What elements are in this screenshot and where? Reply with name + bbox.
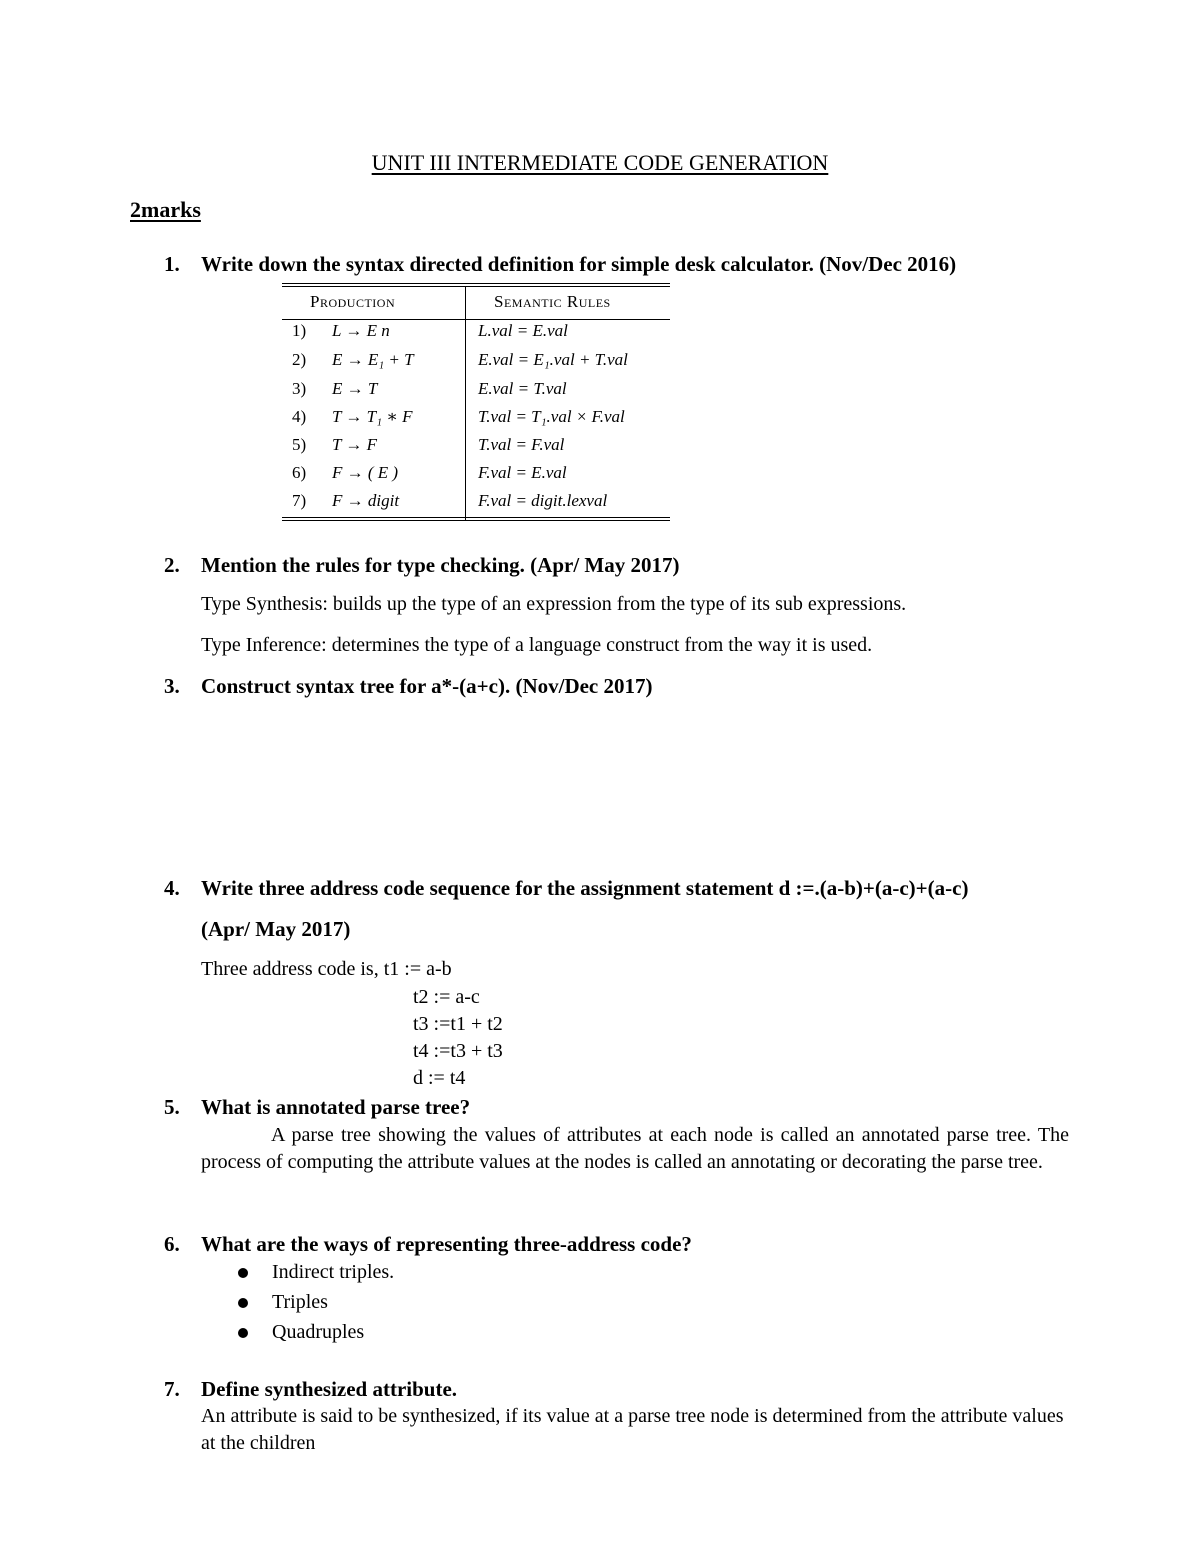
row-production: E → T xyxy=(332,379,378,398)
row-rule: F.val = E.val xyxy=(478,463,567,482)
table-bottom-rule xyxy=(282,517,670,518)
row-rule: E.val = T.val xyxy=(478,379,567,398)
table-header-rule xyxy=(282,319,670,320)
question-number: 1. xyxy=(164,252,180,276)
question-6 xyxy=(0,1232,1200,1260)
row-rule: E.val = E₁.val + T.val xyxy=(478,350,628,369)
row-rule: T.val = F.val xyxy=(478,435,565,454)
bullet-icon xyxy=(238,1298,248,1308)
table-bottom-rule-2 xyxy=(282,520,670,521)
row-production: F → digit xyxy=(332,491,400,510)
sdd-table xyxy=(282,283,670,521)
code-line: t2 := a-c xyxy=(413,986,480,1008)
question-number: 5. xyxy=(164,1095,180,1119)
question-text: Mention the rules for type checking. (Apr/ May 2017) xyxy=(201,553,680,577)
question-1 xyxy=(0,252,1200,280)
question-7 xyxy=(0,1377,1200,1405)
row-number: 1) xyxy=(292,321,307,340)
table-top-rule-2 xyxy=(282,286,670,287)
row-rule: L.val = E.val xyxy=(478,321,568,340)
question-text: What are the ways of representing three-address code? xyxy=(201,1232,692,1256)
answer-text: A parse tree showing the values of attributes at each node is called an annotated parse tree. The process of computing the attribute values at the nodes is called an annotating or decorating the parse tree. xyxy=(201,1124,1069,1173)
question-number: 3. xyxy=(164,674,180,698)
question-4 xyxy=(0,876,1200,904)
table-divider xyxy=(465,287,466,521)
row-production: E → E₁ + T xyxy=(332,350,414,369)
question-2 xyxy=(0,553,1200,581)
header-production: Production xyxy=(310,292,396,311)
row-number: 4) xyxy=(292,407,307,426)
question-3 xyxy=(0,674,1200,702)
question-number: 4. xyxy=(164,876,180,900)
question-5 xyxy=(0,1095,1200,1123)
row-number: 5) xyxy=(292,435,307,454)
row-number: 7) xyxy=(292,491,307,510)
header-semantic-rules: Semantic Rules xyxy=(494,292,611,311)
row-production: L → E n xyxy=(332,321,390,340)
section-heading: 2marks xyxy=(130,197,201,222)
question-number: 7. xyxy=(164,1377,180,1401)
answer-paragraph: An attribute is said to be synthesized, if its value at a parse tree node is determined from the attribute values at the children xyxy=(201,1405,1064,1454)
question-text: Write down the syntax directed definition for simple desk calculator. (Nov/Dec 2016) xyxy=(201,252,957,276)
answer-line: Type Inference: determines the type of a language construct from the way it is used. xyxy=(201,634,873,656)
row-rule: T.val = T₁.val × F.val xyxy=(478,407,625,426)
question-text: What is annotated parse tree? xyxy=(201,1095,471,1119)
question-date: (Apr/ May 2017) xyxy=(201,917,351,941)
question-text: Define synthesized attribute. xyxy=(201,1377,458,1401)
row-number: 6) xyxy=(292,463,307,482)
page-title: UNIT III INTERMEDIATE CODE GENERATION xyxy=(371,150,829,175)
row-production: F → ( E ) xyxy=(332,463,399,482)
answer-paragraph xyxy=(201,1122,1069,1176)
question-text: Write three address code sequence for the assignment statement d :=.(a-b)+(a-c)+(a-c) xyxy=(201,876,969,900)
question-number: 6. xyxy=(164,1232,180,1256)
row-number: 2) xyxy=(292,350,307,369)
bullet-icon xyxy=(238,1328,248,1338)
answer-line: Type Synthesis: builds up the type of an expression from the type of its sub expressions. xyxy=(201,593,907,615)
code-line: t4 :=t3 + t3 xyxy=(413,1040,503,1062)
table-top-rule xyxy=(282,283,670,284)
row-production: T → T₁ ∗ F xyxy=(332,407,413,426)
list-item: Quadruples xyxy=(272,1321,365,1343)
row-number: 3) xyxy=(292,379,307,398)
code-intro: Three address code is, t1 := a-b xyxy=(201,958,452,980)
code-line: t3 :=t1 + t2 xyxy=(413,1013,503,1035)
row-production: T → F xyxy=(332,435,378,454)
code-line: d := t4 xyxy=(413,1067,466,1089)
row-rule: F.val = digit.lexval xyxy=(478,491,608,510)
question-number: 2. xyxy=(164,553,180,577)
bullet-icon xyxy=(238,1268,248,1278)
list-item: Triples xyxy=(272,1291,328,1313)
question-text: Construct syntax tree for a*-(a+c). (Nov/Dec 2017) xyxy=(201,674,653,698)
list-item: Indirect triples. xyxy=(272,1261,395,1283)
